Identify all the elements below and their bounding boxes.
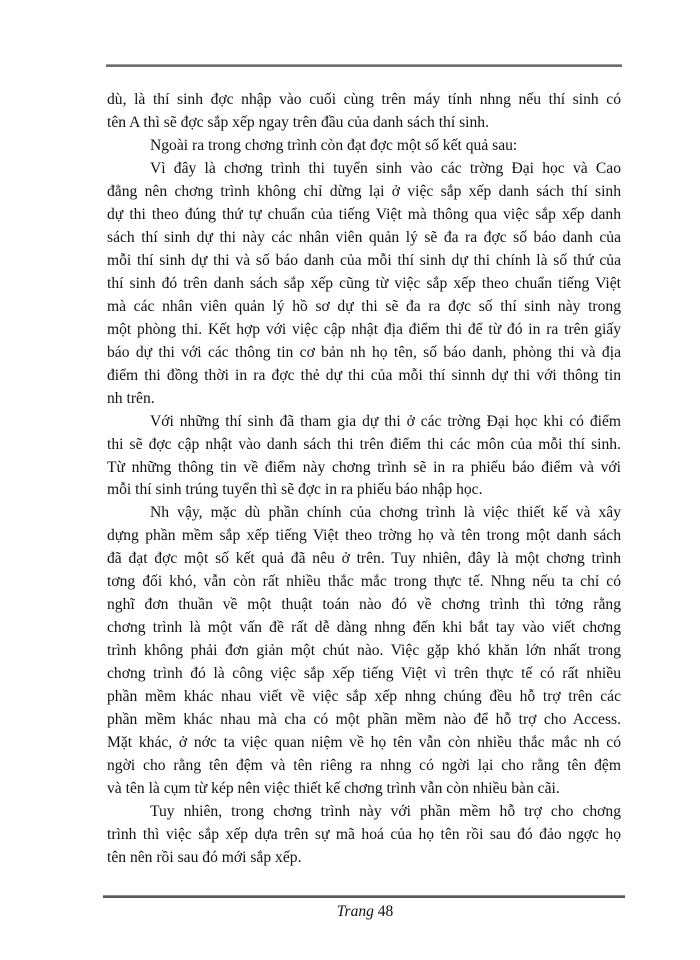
paragraph	[107, 411, 621, 503]
text-line: trình không phải đơn giản một chút nào. Việc gặp khó khăn lớn nhất trong	[107, 642, 621, 660]
text-line: Vì đây là chơng trình thi tuyển sinh vào các trờng Đại học và Cao	[150, 159, 621, 177]
text-line: điểm thi đồng thời in ra đợc thẻ dự thi của mỗi thí sinnh dự thi với thông tin	[107, 366, 621, 384]
text-line: nghĩ đơn thuần về một thuật toán nào đó về chơng trình thì tởng rằng	[107, 596, 621, 614]
page-number: 48	[377, 903, 394, 920]
text-line: mà các nhân viên quản lý hồ sơ dự thi sẽ đa ra đợc số thí sinh này trong	[107, 297, 621, 315]
text-line: Nh vậy, mặc dù phần chính của chơng trình là việc thiết kế và xây	[150, 504, 621, 522]
text-line: sách thí sinh dự thi này các nhân viên quản lý sẽ đa ra đợc số báo danh của	[107, 228, 621, 246]
text-line: một phòng thi. Kết hợp với việc cập nhật địa điểm thi để từ đó in ra trên giấy	[107, 320, 621, 338]
text-line: và tên là cụm từ kép nên việc thiết kế chơng trình vẫn còn nhiều bàn cãi.	[107, 780, 560, 798]
paragraph	[107, 89, 621, 135]
text-line: Tuy nhiên, trong chơng trình này với phần mềm hỗ trợ cho chơng	[150, 803, 621, 821]
text-line: dù, là thí sinh đợc nhập vào cuối cùng trên máy tính nhng nếu thí sinh có	[107, 91, 621, 108]
text-line: mỗi thí sinh trúng tuyển thì sẽ đợc in ra phiếu báo nhập học.	[107, 481, 483, 499]
text-line: ngời cho rằng tên đệm và tên riêng ra nhng có ngời lại cho rằng tên đệm	[107, 757, 621, 775]
text-line: trình thì việc sắp xếp dựa trên sự mã hoá của họ tên rồi sau đó đảo ngợc họ	[107, 826, 621, 843]
text-line: nh trên.	[107, 389, 155, 407]
text-line: tơng đối khó, vẫn còn rất nhiều thắc mắc trong thực tế. Nhng nếu ta chỉ có	[107, 573, 621, 591]
text-line: Với những thí sinh đã tham gia dự thi ở các trờng Đại học khi có điểm	[150, 412, 621, 430]
text-line: Mặt khác, ở nớc ta việc quan niệm về họ tên vẫn còn nhiều thắc mắc nh có	[107, 734, 621, 752]
text-line: đẳng nên chơng trình không chỉ dừng lại ở việc sắp xếp danh sách thí sinh	[107, 182, 621, 200]
text-line: dự thi theo đúng thứ tự chuẩn của tiếng Việt mà thông qua việc sắp xếp danh	[107, 205, 621, 223]
text-line: báo dự thi với các thông tin cơ bản nh họ tên, số báo danh, phòng thi và địa	[107, 343, 621, 361]
text-line: dựng phần mềm sắp xếp tiếng Việt theo trờng họ và tên trong một danh sách	[107, 527, 621, 545]
paragraph	[107, 801, 621, 870]
footer-rule	[103, 895, 625, 898]
page-footer	[0, 903, 700, 921]
text-line: phần mềm khác nhau mà cha có một phần mềm nào để hỗ trợ cho Access.	[107, 711, 621, 729]
text-line: Ngoài ra trong chơng trình còn đạt đợc một số kết quả sau:	[150, 136, 518, 154]
page-label: Trang	[336, 903, 374, 920]
paragraph	[107, 502, 621, 801]
text-line: mỗi thí sinh dự thi và số báo danh của mỗi thí sinh dự thi chính là số thứ của	[107, 251, 621, 269]
text-line: chơng trình đó là công việc sắp xếp tiếng Việt vì trên thực tế có rất nhiều	[107, 665, 621, 683]
header-rule	[106, 64, 622, 67]
text-line: Từ những thông tin về điểm này chơng trình sẽ in ra phiếu báo điểm và với	[107, 458, 621, 476]
text-line: tên A thì sẽ đợc sắp xếp ngay trên đầu của danh sách thí sinh.	[107, 113, 489, 131]
text-line: thí sinh đó trên danh sách sắp xếp cũng từ việc sắp xếp theo chuẩn tiếng Việt	[107, 274, 621, 292]
body-text	[107, 89, 621, 870]
paragraph	[107, 158, 621, 411]
paragraph	[107, 135, 621, 158]
text-line: đã đạt đợc một số kết quả đã nêu ở trên. Tuy nhiên, đây là một chơng trình	[107, 550, 621, 568]
text-line: chơng trình là một vấn đề rất dễ dàng nhng đến khi bắt tay vào viết chơng	[107, 619, 621, 637]
text-line: thi sẽ đợc cập nhật vào danh sách thi trên điểm thi các môn của mỗi thí sinh.	[107, 435, 621, 453]
text-line: tên nên rồi sau đó mới sắp xếp.	[107, 848, 302, 866]
text-line: phần mềm khác nhau viết về việc sắp xếp nhng chúng đều hỗ trợ trên các	[107, 688, 621, 706]
